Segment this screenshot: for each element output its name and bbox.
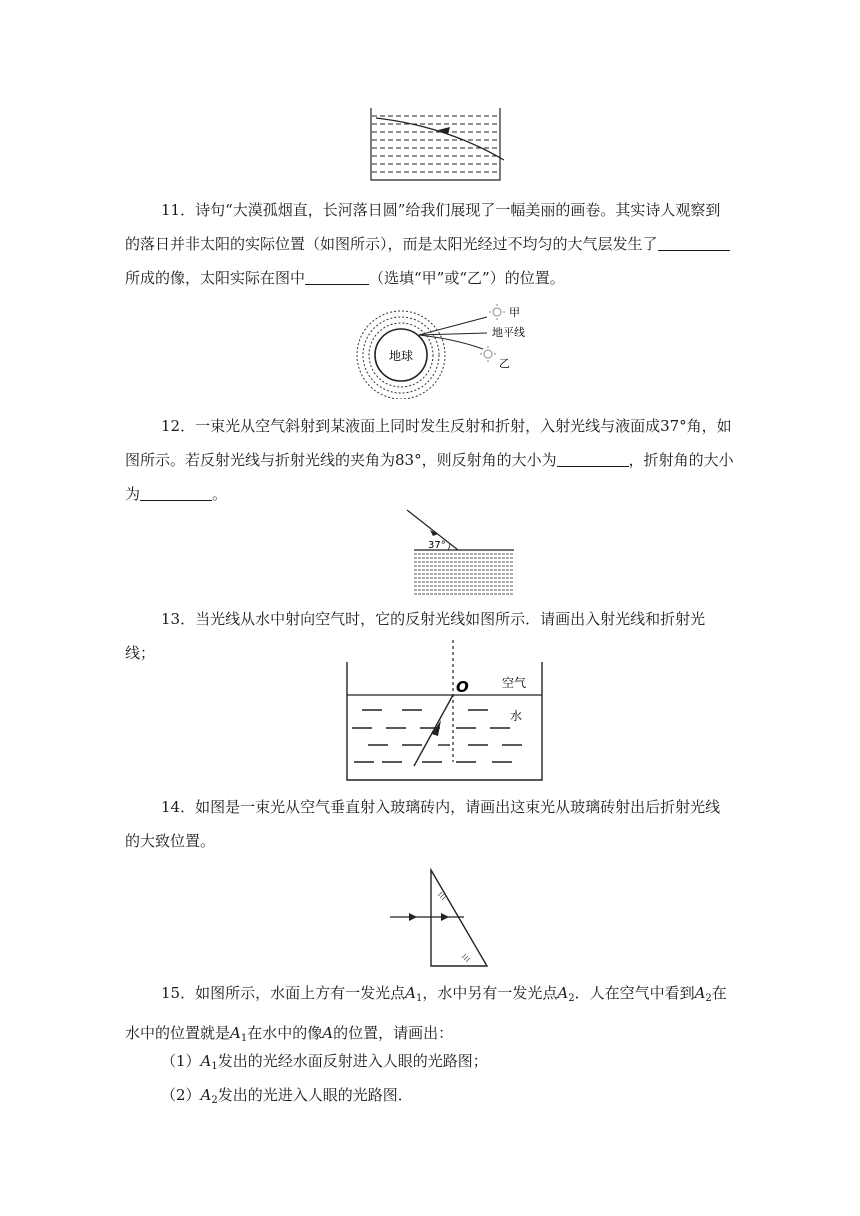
point-a-label: A [200, 1052, 212, 1070]
question-13-number: 13． [161, 610, 196, 628]
question-15-text: ，水中另有一发光点 [422, 984, 558, 1002]
question-14-number: 14． [161, 798, 196, 816]
question-12-text-a: 一束光从空气斜射到某液面上同时发生反射和折射，入射光线与液面成37°角，如图所示。若反射光线与折射光线的夹角为83°，则反射角的大小为 [125, 417, 732, 469]
question-11 [125, 193, 735, 295]
question-12 [125, 409, 735, 511]
subscript: 2 [568, 993, 575, 1004]
question-11-text-a: 诗句“大漠孤烟直，长河落日圆”给我们展现了一幅美丽的画卷。其实诗人观察到的落日并非太阳的实际位置（如图所示），而是太阳光经过不均匀的大气层发生了 [125, 201, 721, 253]
point-a-label: A [557, 984, 569, 1002]
question-15-text: ．人在空气中看到 [574, 984, 695, 1002]
question-13-text: 当光线从水中射向空气时，它的反射光线如图所示．请画出入射光线和折射光线； [125, 610, 706, 662]
top-container-figure [366, 104, 511, 184]
point-o-label: O [456, 678, 469, 696]
earth-label: 地球 [388, 349, 414, 363]
question-15-text: 在水中的像 [247, 1024, 323, 1042]
water-label: 水 [510, 709, 523, 723]
point-a-label: A [200, 1086, 212, 1104]
question-15-number: 15． [161, 984, 196, 1002]
subscript: 1 [415, 993, 423, 1004]
earth-atmosphere-figure [355, 303, 535, 399]
item-text: 发出的光进入人眼的光路图． [217, 1086, 413, 1104]
answer-blank[interactable] [557, 450, 629, 467]
question-15-item-2 [161, 1078, 735, 1118]
answer-blank[interactable] [140, 484, 212, 501]
question-15-text: 如图所示，水面上方有一发光点 [195, 984, 406, 1002]
item-prefix: （1） [161, 1052, 201, 1070]
sun-icon [489, 304, 505, 320]
question-15-text: 在水中的位置就是 [125, 984, 727, 1042]
point-a-label: A [322, 1024, 334, 1042]
glass-prism-figure [388, 866, 492, 970]
question-11-text-c: （选填“甲”或“乙”）的位置。 [369, 269, 565, 287]
subscript: 1 [211, 1061, 218, 1072]
label-horizon: 地平线 [492, 326, 525, 339]
item-text: 发出的光经水面反射进入人眼的光路图； [217, 1052, 488, 1070]
question-11-number: 11． [161, 201, 196, 219]
answer-blank[interactable] [658, 234, 730, 251]
point-a-label: A [694, 984, 706, 1002]
angle-label: 37° [428, 540, 446, 551]
subscript: 1 [240, 1033, 248, 1044]
question-12-text-b: ，折射角的大小为 [125, 451, 734, 503]
point-a-label: A [230, 1024, 241, 1042]
question-11-text-b: 所成的像，太阳实际在图中 [125, 269, 306, 287]
water-tank-figure [342, 640, 547, 785]
subscript: 2 [211, 1095, 218, 1106]
question-15-text: 的位置，请画出： [333, 1024, 454, 1042]
question-12-number: 12． [161, 417, 196, 435]
air-label: 空气 [502, 676, 527, 690]
liquid-surface-figure [400, 508, 520, 600]
label-jia: 甲 [509, 306, 520, 319]
subscript: 2 [705, 993, 712, 1004]
question-14 [125, 790, 735, 858]
label-yi: 乙 [499, 357, 510, 370]
item-prefix: （2） [161, 1086, 201, 1104]
question-12-text-c: 。 [212, 485, 228, 503]
answer-blank[interactable] [305, 268, 369, 285]
point-a-label: A [405, 984, 416, 1002]
question-14-text: 如图是一束光从空气垂直射入玻璃砖内，请画出这束光从玻璃砖射出后折射光线的大致位置。 [125, 798, 721, 850]
